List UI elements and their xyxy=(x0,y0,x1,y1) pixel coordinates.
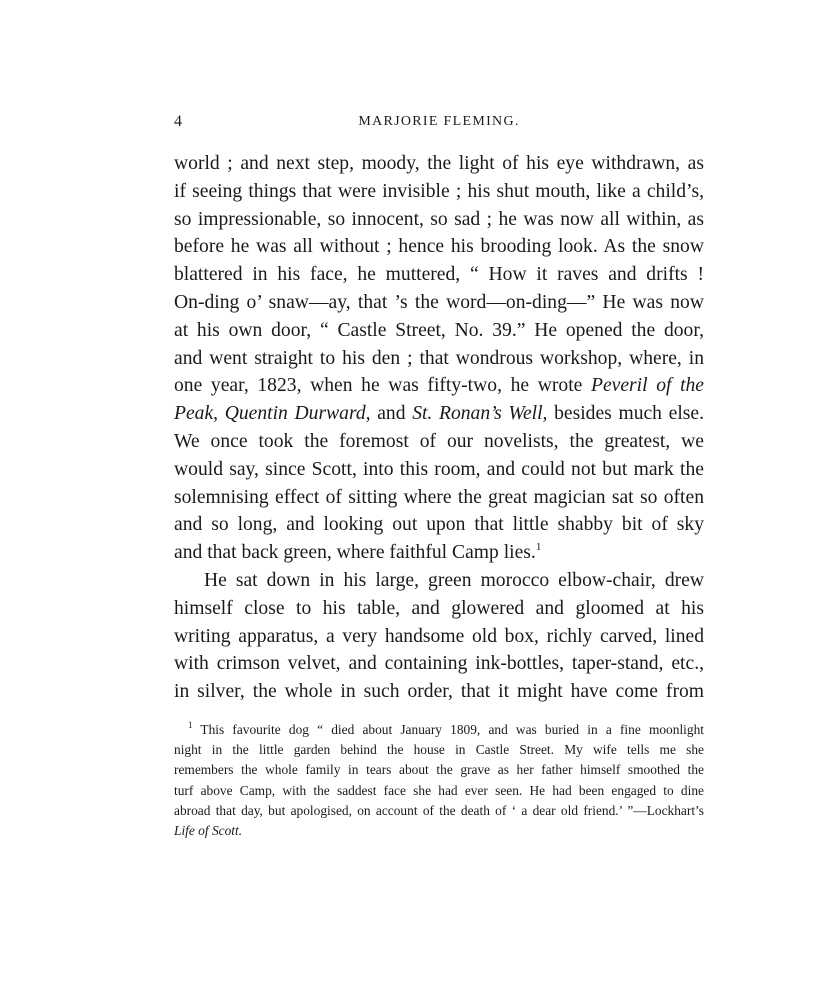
body-line: On-ding o’ snaw—ay, that ’s the word—on-ding—” He was now xyxy=(174,291,704,313)
body-line: writing apparatus, a very handsome old box, richly carved, lined xyxy=(174,625,704,647)
body-text-run: and that back green, where faithful Camp lies. xyxy=(174,542,536,564)
body-line: so impressionable, so innocent, so sad ; he was now all within, as xyxy=(174,208,704,230)
body-line xyxy=(174,400,704,428)
body-line: world ; and next step, moody, the light of his eye withdrawn, as xyxy=(174,153,704,174)
footnote-reference[interactable]: 1 xyxy=(535,541,542,554)
footnote-line: abroad that day, but apologised, on account of the death of ‘ a dear old friend.’ ”—Lockhart’s xyxy=(174,802,704,818)
footnote-line xyxy=(174,821,704,841)
body-text-run: besides much else. xyxy=(554,403,705,425)
footnote-citation: Life of Scott. xyxy=(174,822,243,838)
italic-title: Peveril of the xyxy=(590,375,705,397)
body-line: and so long, and looking out upon that little shabby bit of sky xyxy=(174,514,704,536)
body-line: with crimson velvet, and containing ink-bottles, taper-stand, etc., xyxy=(174,653,704,675)
body-line: before he was all without ; hence his brooding look. As the snow xyxy=(174,236,704,258)
body-text-run: and xyxy=(377,403,406,425)
body-text xyxy=(174,150,704,706)
footnote-text: This favourite dog “ died about January 1809, and was buried in a fine moonlight xyxy=(200,722,704,737)
body-line: solemnising effect of sitting where the great magician sat so often xyxy=(174,486,704,508)
body-line: We once took the foremost of our novelists, the greatest, we xyxy=(174,430,704,452)
body-line: himself close to his table, and glowered and gloomed at his xyxy=(174,597,704,619)
body-line: would say, since Scott, into this room, and could not but mark the xyxy=(174,458,704,480)
body-line xyxy=(174,372,704,400)
body-line: at his own door, “ Castle Street, No. 39.” He opened the door, xyxy=(174,319,704,341)
footnote-line xyxy=(174,720,704,740)
footnote-line: turf above Camp, with the saddest face she had ever seen. He had been engaged to dine xyxy=(174,782,704,798)
body-line: in silver, the whole in such order, that it might have come from xyxy=(174,681,704,703)
body-line: if seeing things that were invisible ; his shut mouth, like a child’s, xyxy=(174,180,704,202)
footnote-line: remembers the whole family in tears about the grave as her father himself smoothed the xyxy=(174,762,704,778)
body-text-run: one year, 1823, when he was fifty-two, he wrote xyxy=(174,375,583,397)
page-number: 4 xyxy=(174,113,182,130)
body-line: and went straight to his den ; that wondrous workshop, where, in xyxy=(174,347,704,369)
body-line: He sat down in his large, green morocco elbow-chair, drew xyxy=(204,569,704,591)
body-line: blattered in his face, he muttered, “ How it raves and drifts ! xyxy=(174,264,704,286)
footnote-line: night in the little garden behind the house in Castle Street. My wife tells me she xyxy=(174,742,704,758)
footnote-marker: 1 xyxy=(188,720,193,730)
running-title: MARJORIE FLEMING. xyxy=(358,114,520,129)
italic-title: St. Ronan’s Well, xyxy=(412,403,548,425)
body-line xyxy=(174,539,704,567)
italic-title: Peak, Quentin Durward, xyxy=(174,403,371,425)
footnotes xyxy=(174,720,704,841)
page-header xyxy=(174,113,704,135)
